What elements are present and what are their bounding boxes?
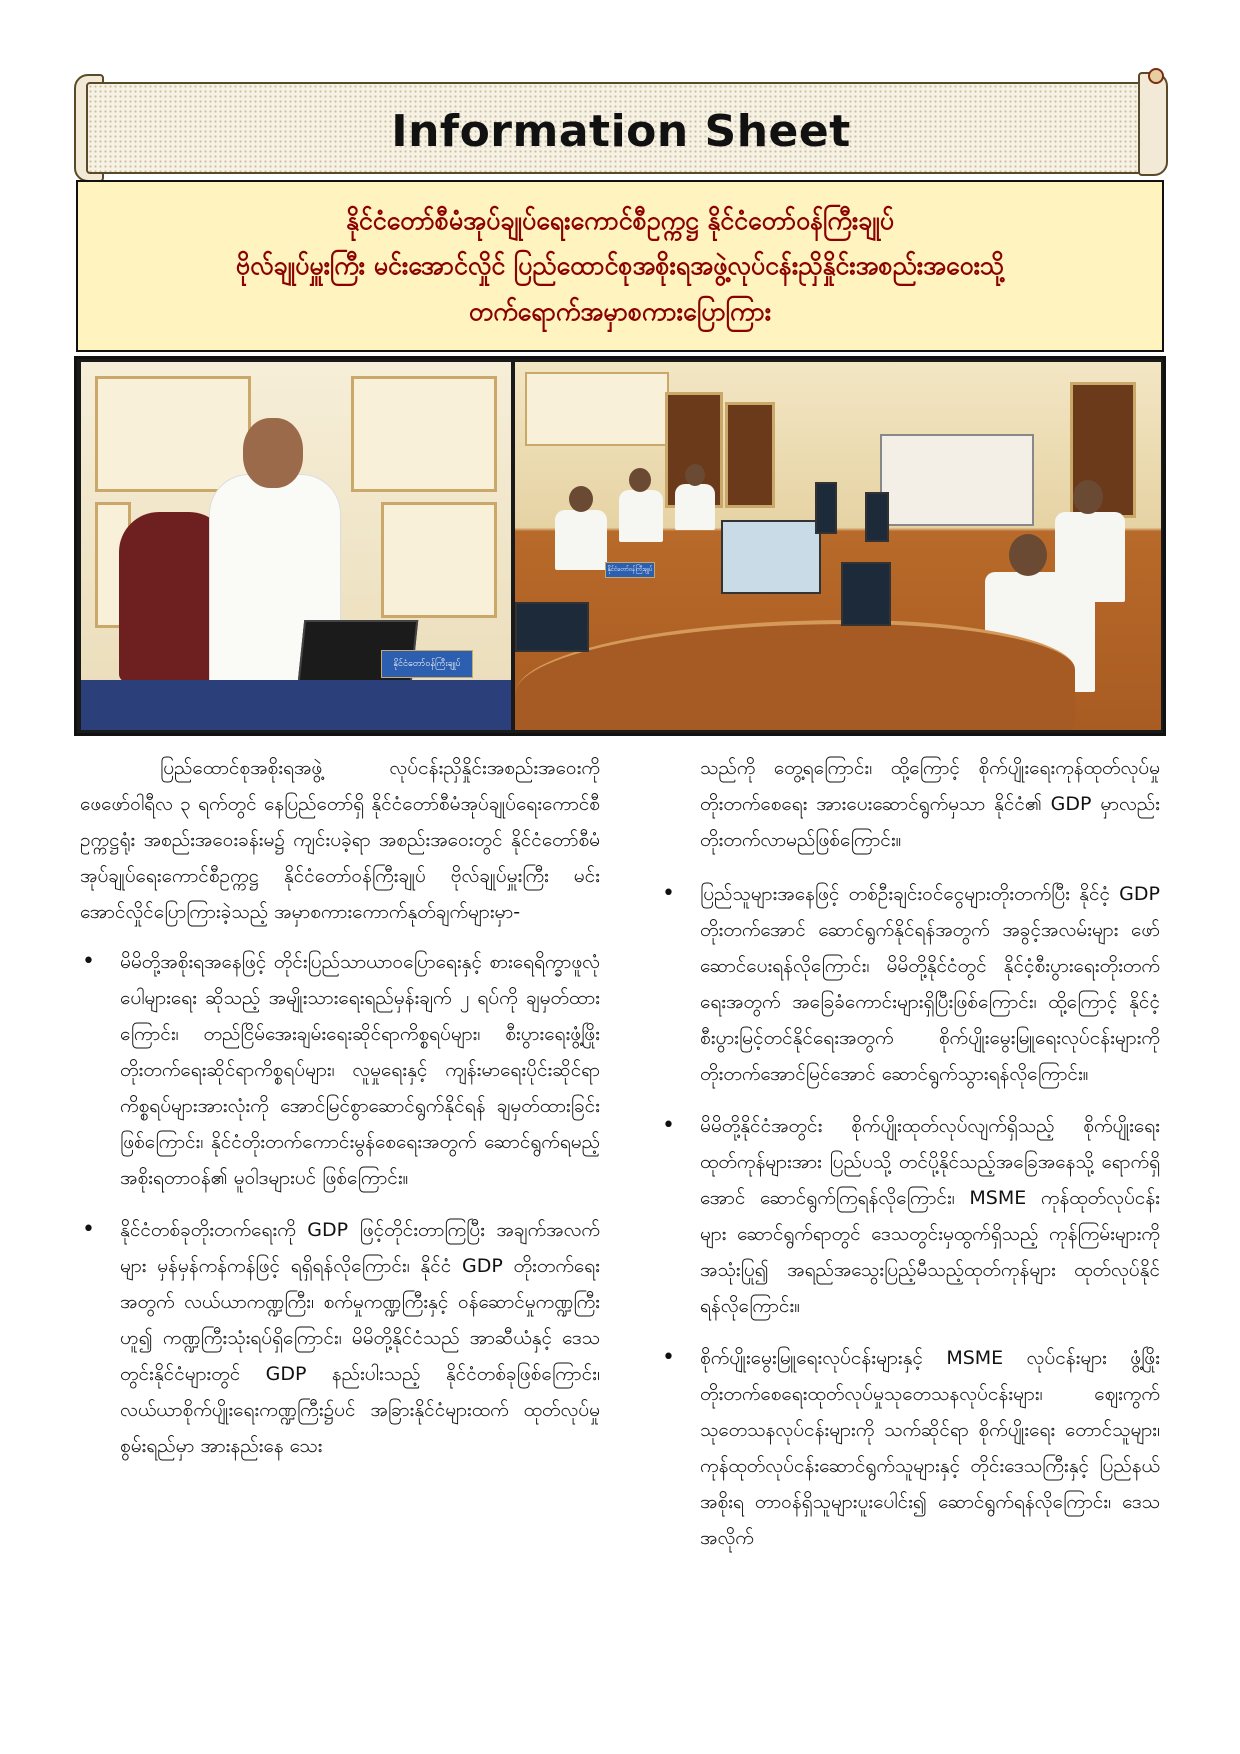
list-item — [660, 1340, 1160, 1556]
bullet-list — [660, 876, 1160, 1556]
bullet-list — [80, 944, 600, 1464]
projection-screen — [880, 434, 1034, 526]
attendee-head — [685, 464, 705, 486]
attendee-head — [629, 468, 651, 492]
continued-paragraph: သည်ကို တွေ့ရကြောင်း၊ ထို့ကြောင့် စိုက်ပျိုးရေးကုန်ထုတ်လုပ်မှုတိုးတက်စေရေး အားပေးဆောင်ရွက်မှသာ နိုင်ငံ၏ GDP မှာလည်း တိုးတက်လာမည်ဖြစ်ကြောင်း။ — [700, 757, 1160, 851]
attendee-head — [569, 486, 593, 512]
bullet-text: မိမိတို့နိုင်ငံအတွင်း စိုက်ပျိုးထုတ်လုပ်လျက်ရှိသည့် စိုက်ပျိုးရေးထုတ်ကုန်များအား ပြည်ပသို့ တင်ပို့နိုင်သည့်အခြေအနေသို့ ရောက်ရှိအောင် ဆောင်ရွက်ကြရန်လိုကြောင်း၊ MSME ကုန်ထုတ်လုပ်ငန်းများ ဆောင်ရွက်ရာတွင် ဒေသတွင်းမှထွက်ရှိသည့် ကုန်ကြမ်းများကို အသုံးပြု၍ အရည်အသွေးပြည့်မီသည့်ထုတ်ကုန်များ ထုတ်လုပ်နိုင်ရန်လိုကြောင်း။ — [700, 1115, 1160, 1317]
scroll-knob — [1148, 68, 1164, 84]
wall-panel — [381, 502, 497, 618]
wall-panel — [351, 376, 497, 492]
article-intro: ပြည်ထောင်စုအစိုးရအဖွဲ့ လုပ်ငန်းညှိနှိုင်းအစည်းအဝေးကို ဖေဖော်ဝါရီလ ၃ ရက်တွင် နေပြည်တော်ရှိ နိုင်ငံတော်စီမံအုပ်ချုပ်ရေးကောင်စီဥက္ကဋ္ဌရုံး အစည်းအဝေးခန်းမ၌ ကျင်းပခဲ့ရာ အစည်းအဝေးတွင် နိုင်ငံတော်စီမံအုပ်ချုပ်ရေးကောင်စီဥက္ကဋ္ဌ နိုင်ငံတော်ဝန်ကြီးချုပ် ဗိုလ်ချုပ်မှူးကြီး မင်းအောင်လှိုင်ပြောကြားခဲ့သည့် အမှာစကားကောက်နုတ်ချက်များမှာ- — [80, 757, 600, 923]
door — [725, 402, 775, 508]
speaker-head — [243, 418, 303, 488]
title-banner — [76, 72, 1166, 180]
nameplate-text: နိုင်ငံတော်ဝန်ကြီးချုပ် — [393, 659, 461, 669]
photo-strip — [74, 356, 1166, 736]
attendee — [619, 490, 663, 542]
desk-monitor — [815, 482, 837, 534]
video-monitor — [721, 520, 821, 594]
conference-table — [515, 620, 1075, 730]
bullet-text: ပြည်သူများအနေဖြင့် တစ်ဦးချင်းဝင်ငွေများတိုးတက်ပြီး နိုင်ငံ့ GDP တိုးတက်အောင် ဆောင်ရွက်နိုင်ရန်အတွက် အခွင့်အလမ်းများ ဖော်ဆောင်ပေးရန်လိုကြောင်း၊ မိမိတို့နိုင်ငံတွင် နိုင်ငံ့စီးပွားရေးတိုးတက်ရေးအတွက် အခြေခံကောင်းများရှိပြီးဖြစ်ကြောင်း၊ ထို့ကြောင့် နိုင်ငံ့စီးပွားမြင့်တင်နိုင်ရေးအတွက် စိုက်ပျိုးမွေးမြူရေးလုပ်ငန်းများကို တိုးတက်အောင်မြင်အောင် ဆောင်ရွက်သွားရန်လိုကြောင်း။ — [700, 883, 1160, 1085]
headline-line-3: တက်ရောက်အမှာစကားပြောကြား — [468, 296, 772, 326]
headline-line-1: နိုင်ငံတော်စီမံအုပ်ချုပ်ရေးကောင်စီဥက္ကဋ္ဌ နိုင်ငံတော်ဝန်ကြီးချုပ် — [345, 205, 895, 235]
sheet-title: Information Sheet — [391, 106, 851, 157]
desk — [81, 680, 511, 730]
attendee — [675, 484, 715, 530]
bullet-icon: • — [662, 881, 675, 906]
list-item — [80, 944, 600, 1196]
article-column-right — [660, 750, 1160, 1572]
wall-panel — [525, 372, 669, 446]
list-item — [660, 1108, 1160, 1324]
list-item — [80, 1212, 600, 1464]
headline-box — [76, 180, 1164, 352]
nameplate — [381, 650, 473, 678]
bullet-icon: • — [662, 1345, 675, 1370]
desk-monitor — [865, 492, 889, 542]
photo-meeting-room — [515, 362, 1161, 730]
desk-monitor — [515, 602, 589, 652]
attendee — [555, 510, 607, 570]
list-item — [660, 876, 1160, 1092]
bullet-text: နိုင်ငံတစ်ခုတိုးတက်ရေးကို GDP ဖြင့်တိုင်းတာကြပြီး အချက်အလက်များ မှန်မှန်ကန်ကန်ဖြင့် ရရှိရန်လိုကြောင်း၊ နိုင်ငံ GDP တိုးတက်ရေးအတွက် လယ်ယာကဏ္ဍကြီး၊ စက်မှုကဏ္ဍကြီးနှင့် ဝန်ဆောင်မှုကဏ္ဍကြီးဟူ၍ ကဏ္ဍကြီးသုံးရပ်ရှိကြောင်း၊ မိမိတို့နိုင်ငံသည် အာဆီယံနှင့် ဒေသတွင်းနိုင်ငံများတွင် GDP နည်းပါးသည့် နိုင်ငံတစ်ခုဖြစ်ကြောင်း၊ လယ်ယာစိုက်ပျိုးရေးကဏ္ဍကြီး၌ပင် အခြားနိုင်ငံများထက် ထုတ်လုပ်မှုစွမ်းရည်မှာ အားနည်းနေ သေး — [120, 1219, 600, 1457]
nameplate-text: နိုင်ငံတော်ဝန်ကြီးချုပ် — [607, 566, 653, 573]
bullet-icon: • — [82, 949, 95, 974]
nameplate — [605, 562, 655, 578]
attendee-head — [1073, 480, 1103, 514]
attendee-head — [1009, 534, 1047, 576]
wall-panel — [95, 376, 251, 492]
headline-line-2: ဗိုလ်ချုပ်မှူးကြီး မင်းအောင်လှိုင် ပြည်ထောင်စုအစိုးရအဖွဲ့လုပ်ငန်းညှိနှိုင်းအစည်းအဝေးသို့ — [235, 251, 1005, 281]
article-column-left — [80, 750, 600, 1480]
desk-monitor — [841, 562, 891, 626]
bullet-icon: • — [662, 1113, 675, 1138]
photo-speaker — [81, 362, 511, 730]
bullet-icon: • — [82, 1217, 95, 1242]
bullet-text: စိုက်ပျိုးမွေးမြူရေးလုပ်ငန်းများနှင့် MSME လုပ်ငန်းများ ဖွံ့ဖြိုးတိုးတက်စေရေးထုတ်လုပ်မှုသုတေသနလုပ်ငန်းများ၊ ဈေးကွက်သုတေသနလုပ်ငန်းများကို သက်ဆိုင်ရာ စိုက်ပျိုးရေး တောင်သူများ၊ ကုန်ထုတ်လုပ်ငန်းဆောင်ရွက်သူများနှင့် တိုင်းဒေသကြီးနှင့် ပြည်နယ်အစိုးရ တာဝန်ရှိသူများပူးပေါင်း၍ ဆောင်ရွက်ရန်လိုကြောင်း၊ ဒေသအလိုက် — [700, 1347, 1160, 1549]
bullet-text: မိမိတို့အစိုးရအနေဖြင့် တိုင်းပြည်သာယာဝပြောရေးနှင့် စားရေရိက္ခာဖူလုံပေါများရေး ဆိုသည့် အမျိုးသားရေးရည်မှန်းချက် ၂ ရပ်ကို ချမှတ်ထားကြောင်း၊ တည်ငြိမ်အေးချမ်းရေးဆိုင်ရာကိစ္စရပ်များ၊ စီးပွားရေးဖွံ့ဖြိုးတိုးတက်ရေးဆိုင်ရာကိစ္စရပ်များ၊ လူမှုရေးနှင့် ကျန်းမာရေးပိုင်းဆိုင်ရာကိစ္စရပ်များအားလုံးကို အောင်မြင်စွာဆောင်ရွက်နိုင်ရန် ချမှတ်ထားခြင်းဖြစ်ကြောင်း၊ နိုင်ငံတိုးတက်ကောင်းမွန်စေရေးအတွက် ဆောင်ရွက်ရမည့် အစိုးရတာဝန်၏ မူဝါဒများပင် ဖြစ်ကြောင်း။ — [120, 951, 600, 1189]
